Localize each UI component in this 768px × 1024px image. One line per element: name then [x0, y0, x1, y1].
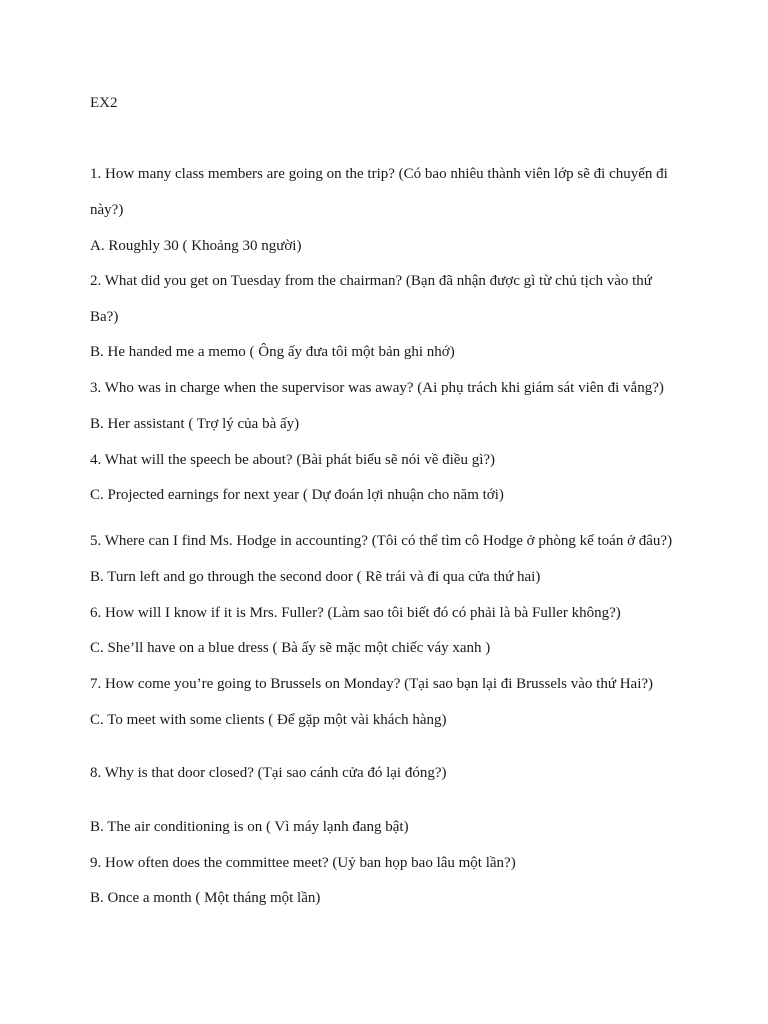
- question-2-line-1: 2. What did you get on Tuesday from the chairman? (Bạn đã nhận được gì từ chủ tịch vào thứ: [90, 273, 652, 289]
- question-5: 5. Where can I find Ms. Hodge in accounting? (Tôi có thể tìm cô Hodge ở phòng kế toán ở đâu?): [90, 533, 673, 549]
- answer-8: B. The air conditioning is on ( Vì máy lạnh đang bật): [90, 819, 409, 835]
- answer-9: B. Once a month ( Một tháng một lần): [90, 890, 321, 906]
- question-4: 4. What will the speech be about? (Bài phát biểu sẽ nói về điều gì?): [90, 452, 496, 468]
- answer-7: C. To meet with some clients ( Để gặp một vài khách hàng): [90, 712, 447, 728]
- answer-4: C. Projected earnings for next year ( Dự đoán lợi nhuận cho năm tới): [90, 487, 504, 503]
- question-9: 9. How often does the committee meet? (Uỷ ban họp bao lâu một lần?): [90, 855, 516, 871]
- question-6: 6. How will I know if it is Mrs. Fuller? (Làm sao tôi biết đó có phải là bà Fuller không?): [90, 605, 621, 621]
- answer-1: A. Roughly 30 ( Khoảng 30 người): [90, 238, 302, 254]
- question-8: 8. Why is that door closed? (Tại sao cánh cửa đó lại đóng?): [90, 765, 447, 781]
- document-title: EX2: [90, 95, 118, 111]
- answer-2: B. He handed me a memo ( Ông ấy đưa tôi một bản ghi nhớ): [90, 344, 455, 360]
- answer-3: B. Her assistant ( Trợ lý của bà ấy): [90, 416, 300, 432]
- question-1-line-1: 1. How many class members are going on the trip? (Có bao nhiêu thành viên lớp sẽ đi chuyến đi: [90, 166, 668, 182]
- answer-5: B. Turn left and go through the second door ( Rẽ trái và đi qua cửa thứ hai): [90, 569, 541, 585]
- question-7: 7. How come you’re going to Brussels on Monday? (Tại sao bạn lại đi Brussels vào thứ Hai?): [90, 676, 654, 692]
- question-3: 3. Who was in charge when the supervisor was away? (Ai phụ trách khi giám sát viên đi vắng?): [90, 380, 664, 396]
- question-2-line-2: Ba?): [90, 309, 119, 325]
- question-1-line-2: này?): [90, 202, 124, 218]
- answer-6: C. She’ll have on a blue dress ( Bà ấy sẽ mặc một chiếc váy xanh ): [90, 640, 491, 656]
